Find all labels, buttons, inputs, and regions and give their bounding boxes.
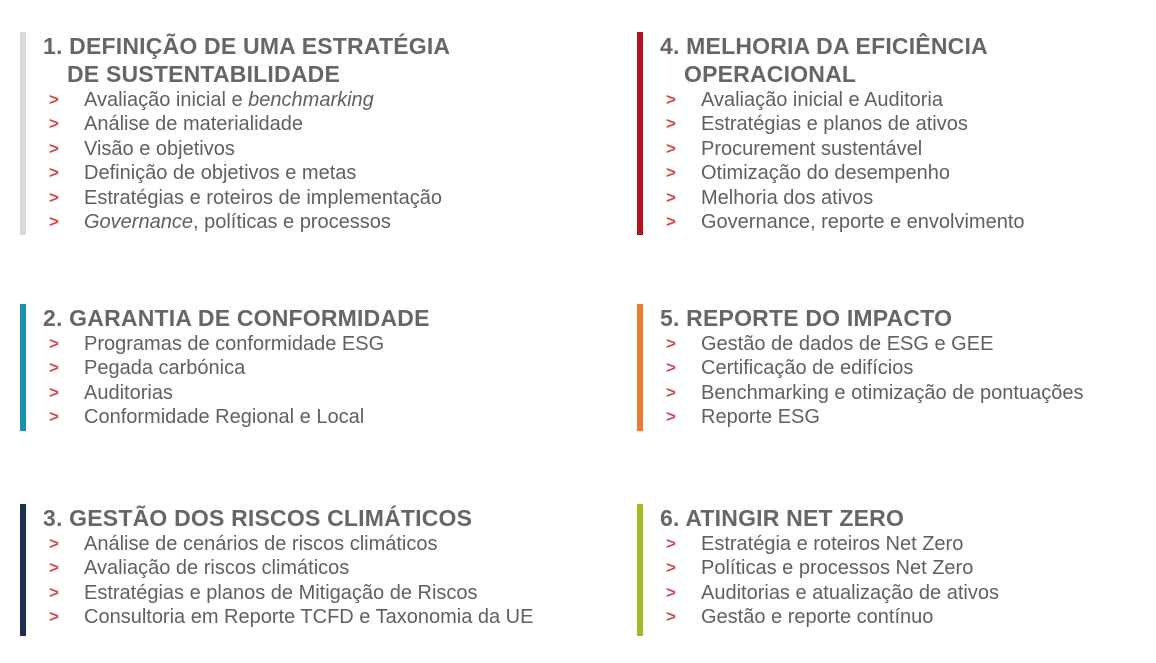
chevron-right-icon: > <box>49 558 59 578</box>
list-item <box>660 381 1083 405</box>
list-item <box>660 210 1025 234</box>
list-item-text: Benchmarking e otimização de pontuações <box>701 381 1084 404</box>
section-content <box>643 504 999 636</box>
section-title <box>660 32 1025 88</box>
section-content <box>26 504 533 636</box>
chevron-right-icon: > <box>49 212 59 232</box>
list-item <box>660 88 1025 112</box>
list-item <box>660 161 1025 185</box>
list-item <box>660 605 999 629</box>
list-item-text: Gestão e reporte contínuo <box>701 606 934 629</box>
list-item-text: Reporte ESG <box>701 406 820 429</box>
list-item <box>660 356 1083 380</box>
chevron-right-icon: > <box>49 90 59 109</box>
list-item <box>660 556 999 580</box>
chevron-right-icon: > <box>49 382 59 402</box>
list-item-text: Estratégia e roteiros Net Zero <box>701 533 964 555</box>
list-item <box>43 605 533 629</box>
section-title-line1: 3. GESTÃO DOS RISCOS CLIMÁTICOS <box>43 505 473 531</box>
chevron-right-icon: > <box>49 358 59 378</box>
section-title-line1: 4. MELHORIA DA EFICIÊNCIA <box>660 33 988 59</box>
list-item <box>43 581 533 605</box>
section-title <box>43 32 450 88</box>
chevron-right-icon: > <box>49 534 59 553</box>
chevron-right-icon: > <box>666 358 676 378</box>
section-content <box>643 32 1025 235</box>
section-content <box>643 304 1083 431</box>
chevron-right-icon: > <box>666 534 676 553</box>
section-item-list <box>660 332 1083 430</box>
list-item <box>660 332 1083 356</box>
chevron-right-icon: > <box>666 334 676 353</box>
list-item <box>43 356 430 380</box>
section-title <box>43 304 430 332</box>
list-item-text: Conformidade Regional e Local <box>84 406 365 429</box>
section-title-line1: 5. REPORTE DO IMPACTO <box>660 305 953 331</box>
list-item-text: Análise de cenários de riscos climáticos <box>84 533 438 555</box>
section-title-line1: 2. GARANTIA DE CONFORMIDADE <box>43 305 430 331</box>
list-item <box>43 88 450 112</box>
section-item-list <box>43 532 533 630</box>
chevron-right-icon: > <box>666 607 676 627</box>
list-item <box>660 112 1025 136</box>
list-item-text: Análise de materialidade <box>84 113 304 136</box>
list-item <box>43 556 533 580</box>
list-item <box>660 581 999 605</box>
list-item-text: Visão e objetivos <box>84 137 235 160</box>
list-item <box>660 137 1025 161</box>
list-item <box>660 186 1025 210</box>
chevron-right-icon: > <box>49 607 59 627</box>
list-item-text: Políticas e processos Net Zero <box>701 557 974 580</box>
list-item-text: Estratégias e planos de Mitigação de Riscos <box>84 581 478 604</box>
chevron-right-icon: > <box>666 382 676 402</box>
section-title-line1: 6. ATINGIR NET ZERO <box>660 505 905 531</box>
section-item-list <box>43 88 450 234</box>
list-item <box>43 112 450 136</box>
section-item-list <box>43 332 430 430</box>
section-item-list <box>660 88 1025 234</box>
section-1-strategy <box>20 32 450 235</box>
section-4-efficiency <box>637 32 1025 235</box>
list-item-text: Procurement sustentável <box>701 137 923 160</box>
chevron-right-icon: > <box>49 187 59 207</box>
list-item-text: Estratégias e roteiros de implementação <box>84 186 442 209</box>
chevron-right-icon: > <box>666 138 676 158</box>
list-item <box>43 137 450 161</box>
list-item <box>43 405 430 429</box>
section-title-line2: OPERACIONAL <box>684 61 857 87</box>
list-item-text: Certificação de edifícios <box>701 357 914 380</box>
section-3-climate-risk <box>20 504 533 636</box>
chevron-right-icon: > <box>666 187 676 207</box>
list-item <box>43 381 430 405</box>
list-item-text: benchmarking <box>248 89 374 111</box>
chevron-right-icon: > <box>49 407 59 427</box>
list-item-text: Melhoria dos ativos <box>701 186 874 209</box>
section-title <box>43 504 533 532</box>
list-item <box>660 405 1083 429</box>
chevron-right-icon: > <box>666 212 676 232</box>
list-item-text: Consultoria em Reporte TCFD e Taxonomia da UE <box>84 606 534 629</box>
list-item <box>43 210 450 234</box>
list-item-text: Definição de objetivos e metas <box>84 162 357 185</box>
list-item-text: Programas de conformidade ESG <box>84 333 385 355</box>
section-title <box>660 304 1083 332</box>
chevron-right-icon: > <box>666 407 676 427</box>
list-item-text: Governance <box>84 211 193 234</box>
list-item-text: Otimização do desempenho <box>701 162 951 185</box>
list-item-text: Estratégias e planos de ativos <box>701 113 968 136</box>
section-item-list <box>660 532 999 630</box>
list-item <box>43 186 450 210</box>
section-6-net-zero <box>637 504 999 636</box>
list-item <box>43 332 430 356</box>
chevron-right-icon: > <box>666 558 676 578</box>
chevron-right-icon: > <box>666 163 676 183</box>
list-item-text: Auditorias <box>84 381 173 404</box>
chevron-right-icon: > <box>666 90 676 109</box>
list-item <box>660 532 999 556</box>
section-title-line1: 1. DEFINIÇÃO DE UMA ESTRATÉGIA <box>43 33 451 59</box>
chevron-right-icon: > <box>49 114 59 134</box>
chevron-right-icon: > <box>49 334 59 353</box>
section-content <box>26 32 450 235</box>
list-item-text: Avaliação inicial e <box>84 89 249 111</box>
section-content <box>26 304 430 431</box>
chevron-right-icon: > <box>666 114 676 134</box>
chevron-right-icon: > <box>49 138 59 158</box>
section-title-line2: DE SUSTENTABILIDADE <box>67 61 340 87</box>
section-2-compliance <box>20 304 430 431</box>
list-item-text: Avaliação de riscos climáticos <box>84 557 350 580</box>
list-item-text: Governance, reporte e envolvimento <box>701 211 1025 234</box>
list-item-text: Auditorias e atualização de ativos <box>701 581 999 604</box>
list-item-text: Pegada carbónica <box>84 357 246 380</box>
chevron-right-icon: > <box>666 582 676 602</box>
list-item-text: Gestão de dados de ESG e GEE <box>701 333 994 355</box>
section-title <box>660 504 999 532</box>
section-5-impact-reporting <box>637 304 1083 431</box>
chevron-right-icon: > <box>49 582 59 602</box>
chevron-right-icon: > <box>49 163 59 183</box>
list-item-text: Avaliação inicial e Auditoria <box>701 89 944 111</box>
list-item <box>43 532 533 556</box>
list-item <box>43 161 450 185</box>
list-item-text: , políticas e processos <box>192 211 391 234</box>
